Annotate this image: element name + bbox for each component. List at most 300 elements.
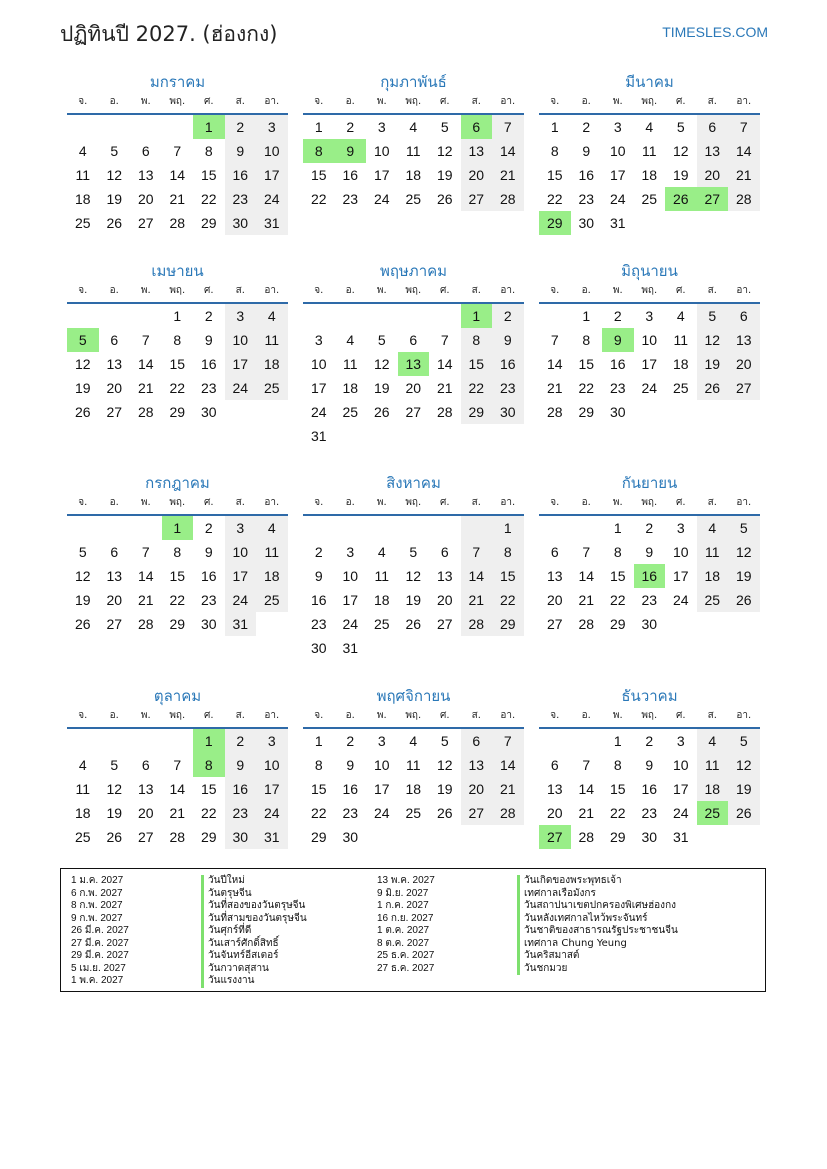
day-cell: 27	[461, 801, 493, 825]
day-cell: 18	[672, 356, 689, 372]
weekday-label: ศ.	[203, 96, 214, 107]
empty-cell	[697, 612, 729, 636]
day-cell: 15	[609, 568, 626, 584]
day-cell: 23	[200, 380, 217, 396]
day-cell: 29	[578, 404, 595, 420]
holiday-name: เทศกาลเรือมังกร	[517, 888, 678, 901]
day-cell: 4	[645, 119, 654, 135]
day-cell: 12	[373, 356, 390, 372]
day-cell: 24	[225, 588, 257, 612]
day-cell: 29	[169, 404, 186, 420]
day-cell: 15	[169, 568, 186, 584]
day-cell: 27	[106, 404, 123, 420]
day-cell: 23	[641, 592, 658, 608]
day-cell: 11	[673, 332, 689, 348]
day-cell: 28	[546, 404, 563, 420]
month-block	[67, 473, 288, 636]
day-cell: 8	[173, 332, 182, 348]
day-cell: 15	[609, 781, 626, 797]
day-cell: 20	[405, 380, 422, 396]
day-cell: 7	[173, 757, 182, 773]
day-cell: 25	[373, 616, 390, 632]
day-cell: 15	[546, 167, 563, 183]
weekday-header	[539, 95, 760, 115]
empty-cell	[429, 304, 461, 328]
holiday-name: วันที่สองของวันตรุษจีน	[201, 900, 307, 913]
empty-cell	[728, 211, 760, 235]
day-cell: 25	[74, 829, 91, 845]
day-cell: 3	[676, 733, 685, 749]
empty-cell	[398, 304, 430, 328]
weekday-label: อา.	[736, 285, 752, 296]
day-cell: 7	[550, 332, 559, 348]
day-cell: 5	[440, 119, 449, 135]
day-cell: 22	[492, 588, 524, 612]
day-cell: 23	[342, 191, 359, 207]
day-cell: 26	[106, 829, 123, 845]
day-cell: 13	[398, 352, 430, 376]
weekday-label: พฤ.	[641, 96, 658, 107]
weekday-label: จ.	[550, 710, 560, 721]
day-cell: 23	[225, 801, 257, 825]
holiday-name: วันจันทร์อีสเตอร์	[201, 950, 307, 963]
weekday-label: จ.	[314, 710, 324, 721]
day-cell: 14	[578, 781, 595, 797]
day-cell: 13	[461, 753, 493, 777]
day-cell: 8	[204, 143, 213, 159]
weekday-label: อา.	[264, 285, 280, 296]
day-cell: 21	[546, 380, 563, 396]
day-cell: 13	[137, 167, 154, 183]
day-cell: 3	[256, 115, 288, 139]
month-name: กรกฎาคม	[145, 474, 210, 492]
weekday-label: จ.	[78, 497, 88, 508]
day-cell: 19	[436, 167, 453, 183]
day-cell: 26	[74, 616, 91, 632]
empty-cell	[697, 825, 729, 849]
day-cell: 20	[697, 163, 729, 187]
brand-link[interactable]: TIMESLES.COM	[662, 24, 768, 40]
day-cell: 1	[193, 729, 225, 753]
day-cell: 6	[550, 544, 559, 560]
day-cell: 22	[609, 592, 626, 608]
day-cell: 27	[728, 376, 760, 400]
day-cell: 9	[346, 757, 355, 773]
day-cell: 30	[310, 640, 327, 656]
day-cell: 29	[200, 829, 217, 845]
weekday-label: อ.	[345, 710, 355, 721]
empty-cell	[665, 211, 697, 235]
day-cell: 14	[169, 167, 186, 183]
day-cell: 15	[461, 352, 493, 376]
day-cell: 8	[173, 544, 182, 560]
day-cell: 12	[106, 167, 123, 183]
day-cell: 26	[74, 404, 91, 420]
day-cell: 25	[405, 805, 422, 821]
weekday-label: ส.	[235, 285, 245, 296]
day-cell: 20	[106, 592, 123, 608]
month-name: ตุลาคม	[153, 687, 202, 705]
day-cell: 16	[492, 352, 524, 376]
day-cell: 24	[672, 805, 689, 821]
day-cell: 24	[310, 404, 327, 420]
day-grid	[539, 729, 760, 849]
day-cell: 24	[672, 592, 689, 608]
empty-cell	[162, 729, 194, 753]
weekday-label: อ.	[345, 96, 355, 107]
day-cell: 13	[728, 328, 760, 352]
day-cell: 27	[436, 616, 453, 632]
day-cell: 11	[342, 356, 358, 372]
holiday-name: วันตรุษจีน	[201, 888, 307, 901]
day-cell: 19	[697, 352, 729, 376]
day-cell: 27	[405, 404, 422, 420]
day-cell: 11	[256, 540, 288, 564]
empty-cell	[398, 516, 430, 540]
day-cell: 23	[492, 376, 524, 400]
day-cell: 22	[546, 191, 563, 207]
day-cell: 28	[461, 612, 493, 636]
day-cell: 5	[728, 729, 760, 753]
day-cell: 25	[697, 801, 729, 825]
day-cell: 25	[697, 588, 729, 612]
day-cell: 4	[377, 544, 386, 560]
day-cell: 17	[373, 167, 390, 183]
day-cell: 7	[440, 332, 449, 348]
day-cell: 9	[314, 568, 323, 584]
empty-cell	[429, 636, 461, 660]
day-cell: 1	[314, 119, 323, 135]
day-cell: 21	[492, 777, 524, 801]
day-cell: 22	[169, 592, 186, 608]
empty-cell	[130, 729, 162, 753]
day-cell: 5	[676, 119, 685, 135]
weekday-label: ส.	[471, 497, 481, 508]
day-cell: 17	[310, 380, 327, 396]
weekday-label: อา.	[264, 497, 280, 508]
day-cell: 1	[173, 308, 182, 324]
holiday-name: วันปีใหม่	[201, 875, 307, 888]
day-cell: 1	[314, 733, 323, 749]
day-cell: 3	[225, 516, 257, 540]
day-cell: 23	[609, 380, 626, 396]
weekday-label: ส.	[471, 710, 481, 721]
holiday-list	[60, 868, 766, 992]
empty-cell	[665, 612, 697, 636]
day-cell: 18	[74, 191, 91, 207]
day-grid	[67, 304, 288, 424]
empty-cell	[697, 400, 729, 424]
day-cell: 27	[539, 825, 571, 849]
day-cell: 11	[405, 143, 421, 159]
day-cell: 18	[256, 564, 288, 588]
day-cell: 28	[578, 616, 595, 632]
day-cell: 19	[74, 380, 91, 396]
day-cell: 7	[582, 544, 591, 560]
day-cell: 12	[74, 356, 91, 372]
day-cell: 24	[342, 616, 359, 632]
holiday-date: 1 ม.ค. 2027	[71, 875, 124, 886]
day-cell: 7	[728, 115, 760, 139]
day-cell: 6	[550, 757, 559, 773]
day-cell: 16	[342, 167, 359, 183]
month-name: สิงหาคม	[386, 474, 441, 492]
day-cell: 13	[546, 568, 563, 584]
day-cell: 9	[492, 328, 524, 352]
day-cell: 16	[200, 568, 217, 584]
empty-cell	[398, 636, 430, 660]
weekday-label: ศ.	[439, 497, 450, 508]
day-cell: 4	[697, 516, 729, 540]
empty-cell	[398, 825, 430, 849]
day-cell: 8	[193, 753, 225, 777]
empty-cell	[728, 612, 760, 636]
day-cell: 30	[200, 404, 217, 420]
day-cell: 28	[137, 404, 154, 420]
day-cell: 10	[225, 540, 257, 564]
weekday-label: พ.	[140, 96, 151, 107]
weekday-label: อ.	[581, 497, 591, 508]
weekday-label: พฤ.	[641, 710, 658, 721]
day-cell: 21	[169, 191, 186, 207]
weekday-label: อ.	[581, 710, 591, 721]
day-cell: 18	[641, 167, 658, 183]
month-block	[303, 473, 524, 660]
day-cell: 1	[582, 308, 591, 324]
month-block	[539, 72, 760, 235]
day-cell: 20	[546, 805, 563, 821]
day-cell: 29	[609, 829, 626, 845]
day-cell: 29	[310, 829, 327, 845]
day-cell: 23	[578, 191, 595, 207]
empty-cell	[539, 516, 571, 540]
weekday-header	[67, 284, 288, 304]
empty-cell	[225, 400, 257, 424]
day-cell: 10	[256, 753, 288, 777]
day-cell: 9	[225, 753, 257, 777]
day-cell: 17	[672, 568, 689, 584]
empty-cell	[492, 825, 524, 849]
day-cell: 3	[645, 308, 654, 324]
weekday-label: ส.	[707, 497, 717, 508]
day-cell: 14	[728, 139, 760, 163]
empty-cell	[461, 516, 493, 540]
day-cell: 7	[582, 757, 591, 773]
empty-cell	[67, 115, 99, 139]
weekday-label: อา.	[500, 285, 516, 296]
day-cell: 31	[342, 640, 359, 656]
day-cell: 9	[645, 544, 654, 560]
weekday-label: พฤ.	[405, 285, 422, 296]
weekday-label: อา.	[264, 96, 280, 107]
day-grid	[67, 729, 288, 849]
day-grid	[303, 304, 524, 448]
day-cell: 23	[342, 805, 359, 821]
day-cell: 28	[492, 801, 524, 825]
day-cell: 18	[405, 781, 422, 797]
month-name: เมษายน	[151, 262, 204, 280]
day-cell: 1	[193, 115, 225, 139]
day-cell: 22	[310, 805, 327, 821]
day-cell: 5	[110, 143, 119, 159]
empty-cell	[429, 825, 461, 849]
day-cell: 15	[200, 781, 217, 797]
weekday-header	[67, 95, 288, 115]
day-cell: 5	[697, 304, 729, 328]
weekday-label: อา.	[736, 96, 752, 107]
weekday-label: ศ.	[675, 497, 686, 508]
day-cell: 2	[582, 119, 591, 135]
holiday-date: 29 มี.ค. 2027	[71, 950, 129, 961]
day-cell: 2	[314, 544, 323, 560]
day-cell: 30	[641, 616, 658, 632]
day-cell: 10	[342, 568, 359, 584]
day-cell: 16	[200, 356, 217, 372]
day-cell: 19	[728, 777, 760, 801]
day-cell: 7	[492, 115, 524, 139]
weekday-label: อ.	[109, 497, 119, 508]
day-cell: 21	[578, 592, 595, 608]
holiday-name: วันหลังเทศกาลไหว้พระจันทร์	[517, 913, 678, 926]
weekday-label: พ.	[612, 497, 623, 508]
day-cell: 13	[546, 781, 563, 797]
day-cell: 3	[676, 520, 685, 536]
day-cell: 6	[110, 332, 119, 348]
weekday-label: อ.	[109, 285, 119, 296]
weekday-label: อา.	[500, 497, 516, 508]
weekday-label: จ.	[78, 285, 88, 296]
holiday-names-left	[201, 875, 307, 988]
day-cell: 8	[492, 540, 524, 564]
day-cell: 11	[374, 568, 390, 584]
empty-cell	[398, 424, 430, 448]
weekday-header	[67, 709, 288, 729]
day-cell: 9	[335, 139, 367, 163]
day-cell: 25	[641, 191, 658, 207]
empty-cell	[303, 516, 335, 540]
month-block	[303, 72, 524, 211]
day-cell: 31	[225, 612, 257, 636]
day-cell: 10	[373, 143, 390, 159]
day-cell: 28	[436, 404, 453, 420]
weekday-label: อา.	[264, 710, 280, 721]
empty-cell	[99, 516, 131, 540]
day-cell: 25	[74, 215, 91, 231]
holiday-date: 9 ก.พ. 2027	[71, 912, 123, 924]
weekday-label: จ.	[314, 96, 324, 107]
day-cell: 21	[137, 380, 154, 396]
day-cell: 15	[578, 356, 595, 372]
month-block	[67, 686, 288, 849]
weekday-header	[67, 496, 288, 516]
day-cell: 20	[436, 592, 453, 608]
holiday-name: วันที่สามของวันตรุษจีน	[201, 913, 307, 926]
month-block	[303, 261, 524, 448]
day-cell: 18	[405, 167, 422, 183]
holiday-date: 6 ก.พ. 2027	[71, 887, 123, 899]
empty-cell	[366, 304, 398, 328]
empty-cell	[634, 400, 666, 424]
weekday-label: จ.	[550, 96, 560, 107]
empty-cell	[335, 516, 367, 540]
day-cell: 7	[173, 143, 182, 159]
day-cell: 4	[256, 304, 288, 328]
day-cell: 3	[377, 119, 386, 135]
day-cell: 27	[137, 215, 154, 231]
weekday-label: พ.	[376, 710, 387, 721]
day-cell: 8	[303, 139, 335, 163]
day-cell: 28	[137, 616, 154, 632]
day-cell: 18	[697, 564, 729, 588]
day-cell: 21	[578, 805, 595, 821]
day-cell: 6	[728, 304, 760, 328]
weekday-label: อ.	[109, 710, 119, 721]
day-cell: 23	[200, 592, 217, 608]
empty-cell	[335, 424, 367, 448]
day-grid	[539, 516, 760, 636]
weekday-label: จ.	[314, 497, 324, 508]
day-cell: 15	[169, 356, 186, 372]
day-cell: 7	[461, 540, 493, 564]
day-cell: 22	[609, 805, 626, 821]
empty-cell	[461, 825, 493, 849]
holiday-date: 1 พ.ค. 2027	[71, 975, 124, 986]
holiday-date: 8 ก.พ. 2027	[71, 900, 123, 911]
day-cell: 6	[110, 544, 119, 560]
day-cell: 22	[578, 380, 595, 396]
day-cell: 13	[697, 139, 729, 163]
holiday-date: 26 มี.ค. 2027	[71, 925, 129, 936]
day-cell: 28	[169, 829, 186, 845]
empty-cell	[130, 516, 162, 540]
day-cell: 19	[106, 805, 123, 821]
day-cell: 2	[645, 520, 654, 536]
day-cell: 5	[67, 328, 99, 352]
day-cell: 27	[546, 616, 563, 632]
weekday-header	[539, 709, 760, 729]
weekday-label: พฤ.	[641, 497, 658, 508]
day-cell: 29	[539, 211, 571, 235]
weekday-label: อา.	[736, 497, 752, 508]
day-cell: 13	[436, 568, 453, 584]
weekday-label: ส.	[707, 285, 717, 296]
day-cell: 30	[578, 215, 595, 231]
empty-cell	[571, 516, 603, 540]
month-name: กันยายน	[621, 474, 678, 492]
empty-cell	[492, 636, 524, 660]
weekday-label: พ.	[376, 497, 387, 508]
month-name: มิถุนายน	[621, 262, 678, 280]
day-cell: 2	[346, 119, 355, 135]
day-cell: 10	[256, 139, 288, 163]
day-cell: 22	[200, 805, 217, 821]
day-cell: 8	[461, 328, 493, 352]
weekday-label: พ.	[612, 710, 623, 721]
day-cell: 12	[436, 143, 453, 159]
empty-cell	[492, 424, 524, 448]
day-cell: 12	[697, 328, 729, 352]
weekday-label: จ.	[78, 710, 88, 721]
day-cell: 10	[609, 143, 626, 159]
day-cell: 5	[377, 332, 386, 348]
day-cell: 27	[461, 187, 493, 211]
day-cell: 3	[346, 544, 355, 560]
empty-cell	[130, 115, 162, 139]
day-cell: 29	[169, 616, 186, 632]
empty-cell	[162, 115, 194, 139]
day-cell: 24	[641, 380, 658, 396]
day-cell: 2	[204, 520, 213, 536]
